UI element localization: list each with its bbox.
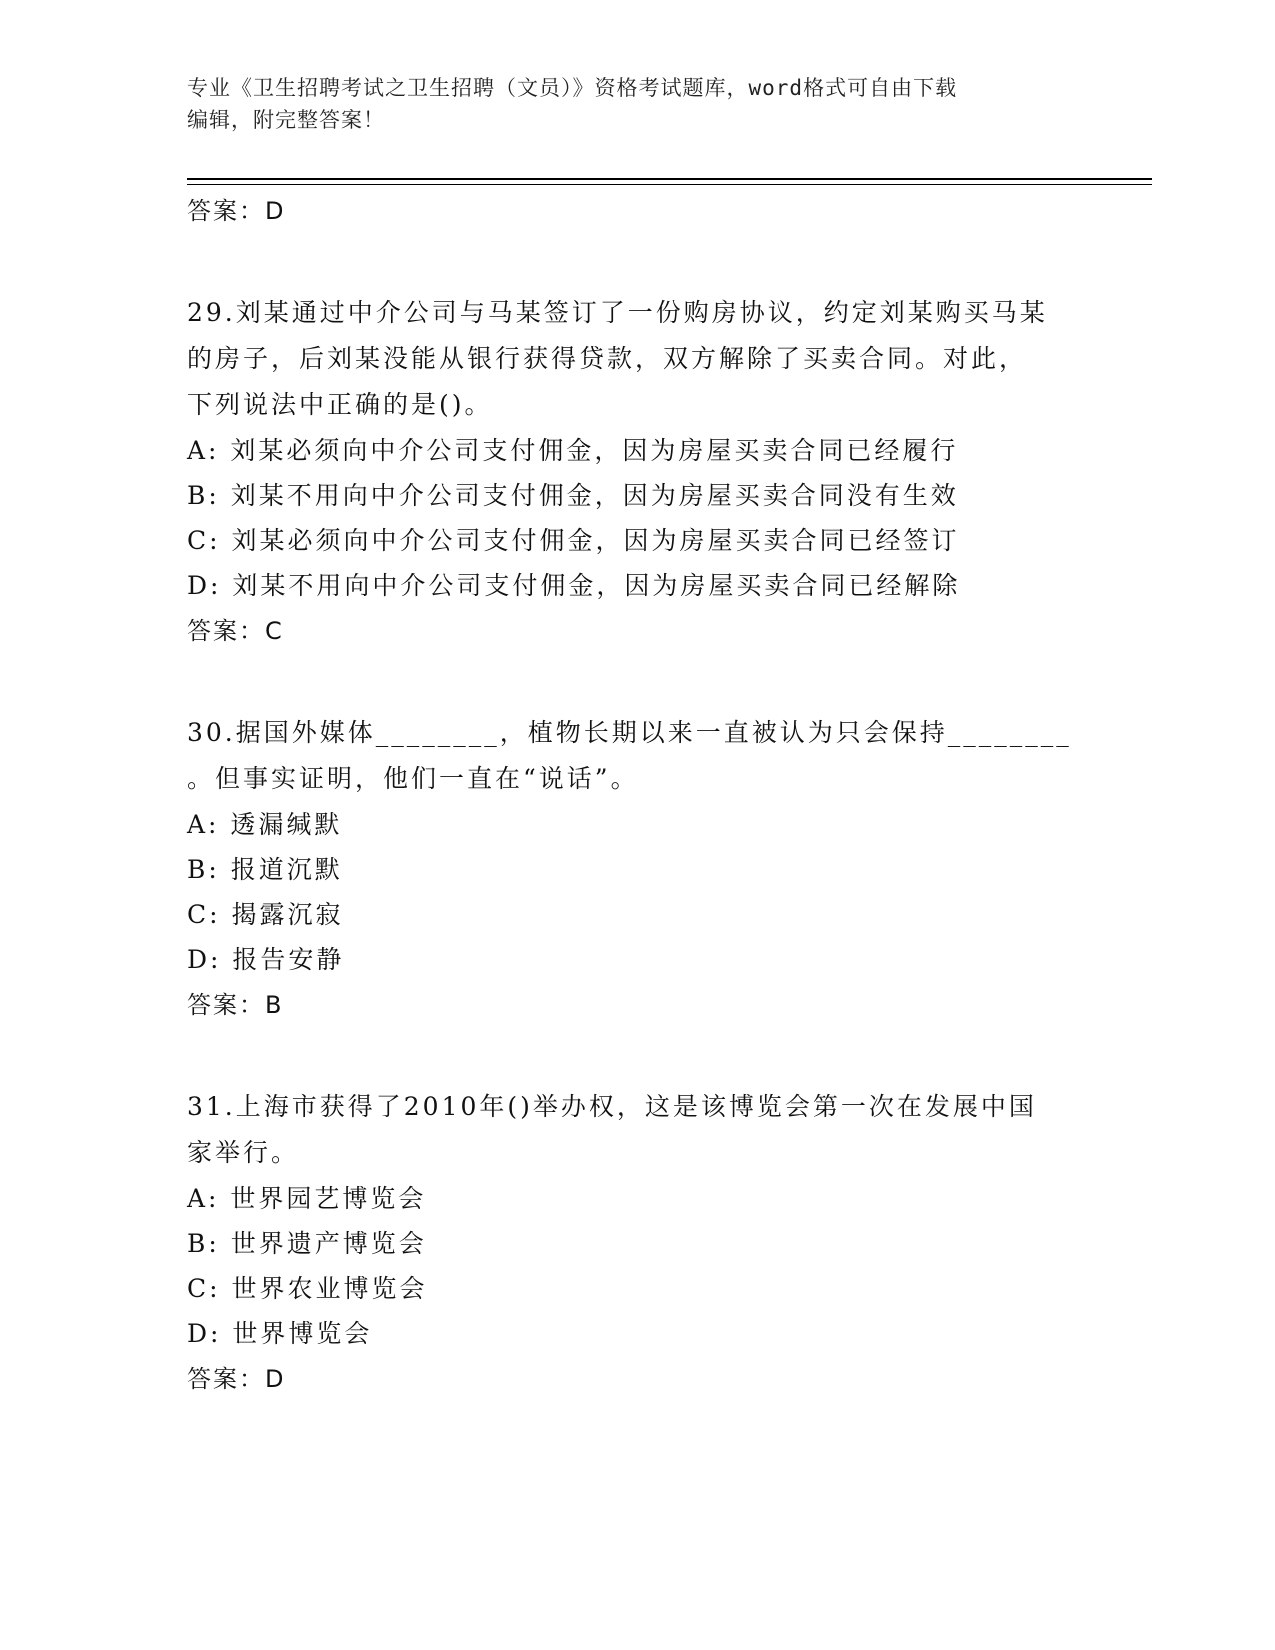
header-line-1: 专业《卫生招聘考试之卫生招聘（文员）》资格考试题库，word格式可自由下载 [187,76,958,100]
header-divider-thin [187,184,1152,185]
question-list [187,188,1087,1402]
stem-line: 30.据国外媒体________，植物长期以来一直被认为只会保持________ [187,718,1072,747]
document-header [187,72,1067,136]
option-d: D: 报告安静 [187,945,345,974]
question-29 [187,290,1087,654]
question-30 [187,710,1087,1028]
stem-line: 31.上海市获得了2010年()举办权，这是该博览会第一次在发展中国 [187,1092,1037,1121]
question-stem [187,1084,1087,1176]
option-d: D: 刘某不用向中介公司支付佣金，因为房屋买卖合同已经解除 [187,571,961,600]
header-divider-thick [187,178,1152,180]
option-a: A: 刘某必须向中介公司支付佣金，因为房屋买卖合同已经履行 [187,436,959,465]
option-c: C: 世界农业博览会 [187,1274,428,1303]
option-b: B: 世界遗产博览会 [187,1229,427,1258]
stem-line: 家举行。 [187,1138,300,1167]
answer-line: 答案：D [187,197,286,225]
question-stem [187,710,1087,802]
option-b: B: 刘某不用向中介公司支付佣金，因为房屋买卖合同没有生效 [187,481,959,510]
stem-line: 。但事实证明，他们一直在“说话”。 [187,764,639,793]
header-line-2: 编辑，附完整答案！ [187,108,385,132]
question-31 [187,1084,1087,1402]
stem-line: 29.刘某通过中介公司与马某签订了一份购房协议，约定刘某购买马某 [187,298,1048,327]
stem-line: 下列说法中正确的是()。 [187,390,493,419]
stem-line: 的房子，后刘某没能从银行获得贷款，双方解除了买卖合同。对此， [187,344,1028,373]
option-a: A: 透漏缄默 [187,810,343,839]
answer-line: 答案：B [187,991,284,1019]
question-stem [187,290,1087,428]
answer-line: 答案：C [187,617,284,645]
option-d: D: 世界博览会 [187,1319,373,1348]
option-a: A: 世界园艺博览会 [187,1184,427,1213]
option-c: C: 刘某必须向中介公司支付佣金，因为房屋买卖合同已经签订 [187,526,960,555]
answer-line: 答案：D [187,1365,286,1393]
option-c: C: 揭露沉寂 [187,900,344,929]
option-b: B: 报道沉默 [187,855,343,884]
